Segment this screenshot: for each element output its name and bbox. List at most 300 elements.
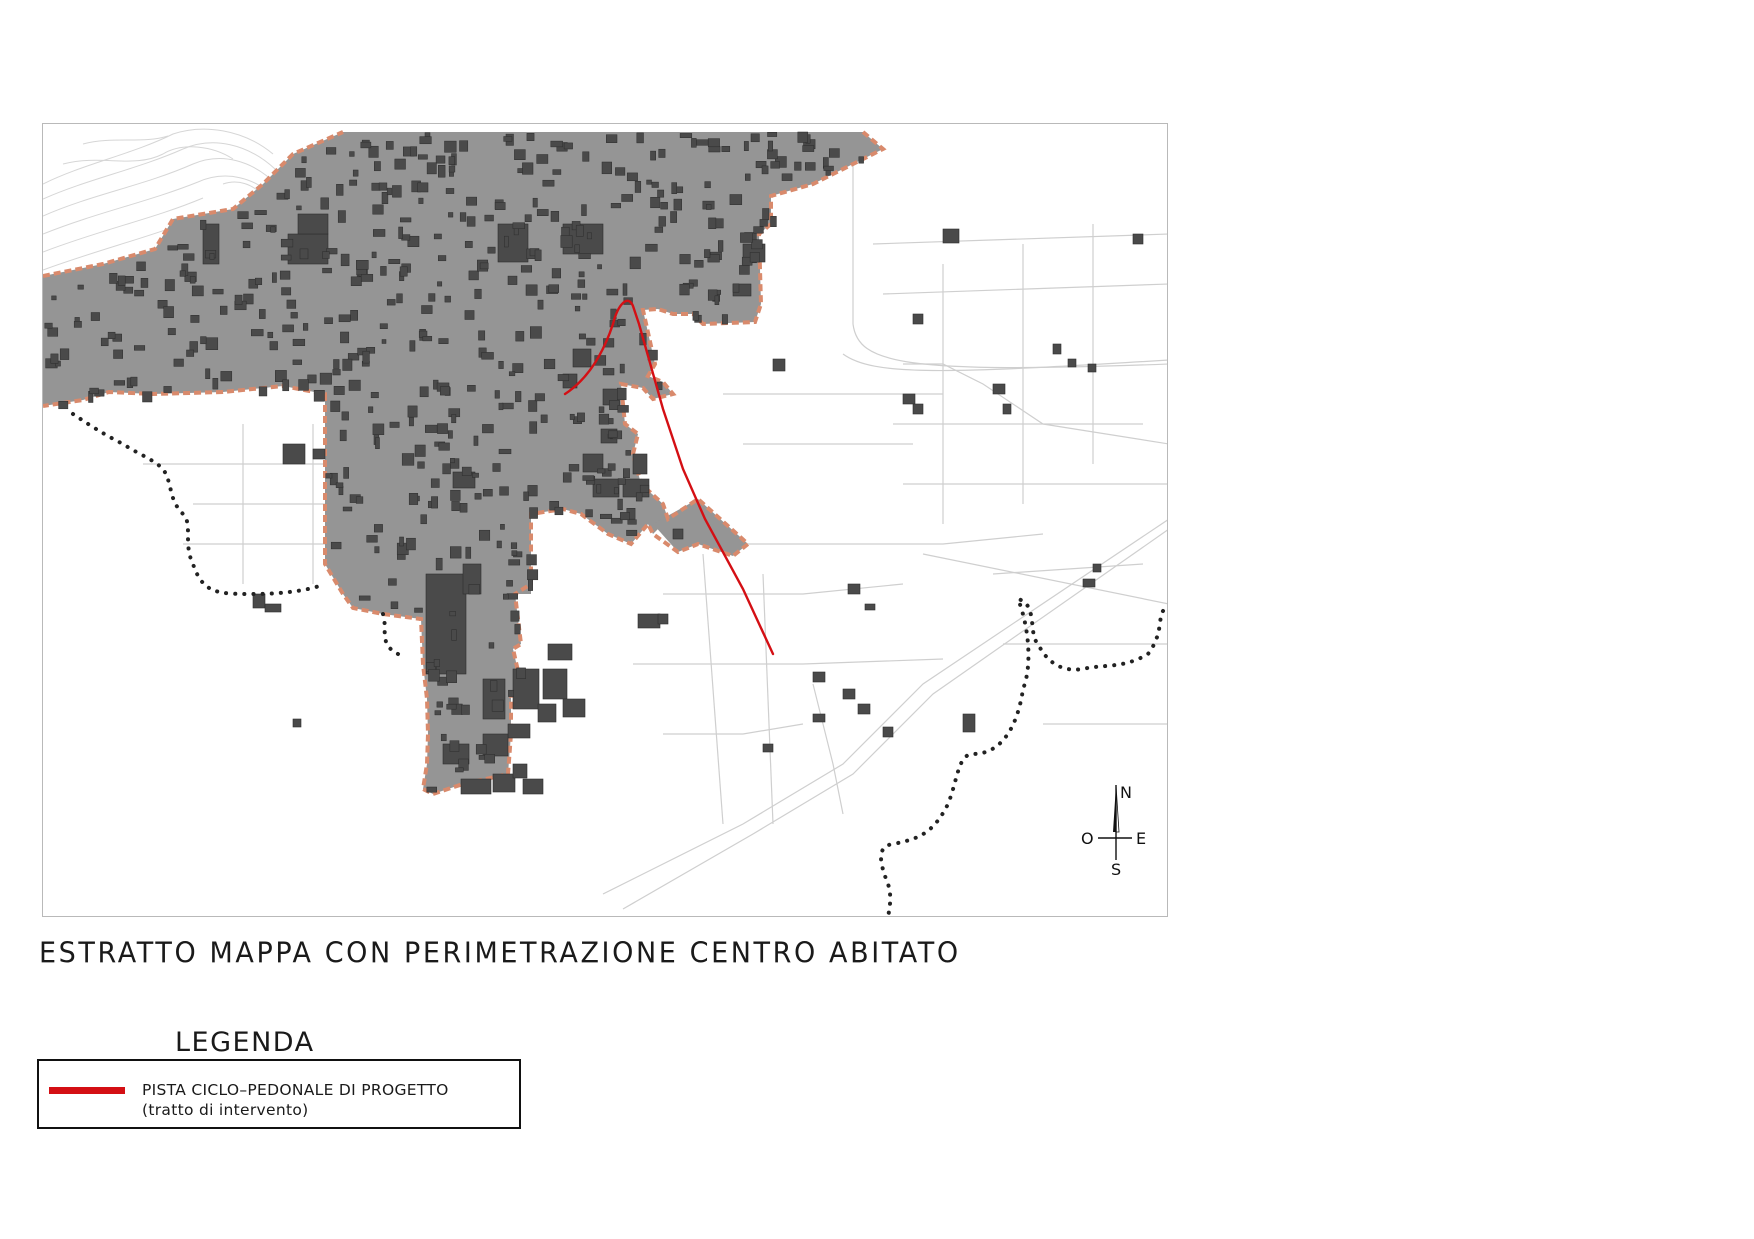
building-footprint [745,174,750,181]
building-footprint [409,417,413,426]
building-footprint [652,182,659,187]
compass-east: E [1136,829,1147,848]
building-footprint [691,138,696,147]
building-footprint [467,217,475,227]
building-footprint [419,198,423,204]
building-footprint [672,183,677,194]
building-footprint [528,580,532,591]
building-footprint [255,210,267,214]
building-footprint [709,218,716,229]
building-footprint [504,236,508,247]
building-footprint [640,485,649,493]
building-footprint [353,170,358,176]
building-footprint [302,157,307,163]
building-footprint [287,300,296,308]
building-footprint [325,318,333,324]
building-footprint [509,372,515,376]
building-footprint [372,252,376,258]
building-footprint [340,430,346,441]
building-footprint [438,256,446,261]
building-footprint [516,331,524,341]
building-footprint [397,294,403,303]
building-footprint [389,259,400,263]
building-footprint [570,414,574,419]
building-footprint [636,493,642,501]
building-footprint [406,538,415,550]
building-footprint [722,315,727,325]
building-footprint [608,464,615,471]
building-footprint [492,700,503,711]
building-footprint [651,197,660,208]
building-footprint [628,520,637,525]
building-footprint [303,323,308,330]
building-footprint [586,510,593,517]
building-footprint [415,445,425,457]
building-footprint [528,485,538,496]
building-footprint [418,462,425,469]
building-footprint [587,338,596,345]
building-footprint [408,406,417,417]
building-footprint [437,702,443,707]
building-footprint [343,359,352,370]
building-footprint [411,147,417,156]
building-footprint [704,250,710,258]
building-footprint [587,233,591,239]
building-footprint [374,524,382,532]
building-footprint [446,671,456,683]
building-footprint [718,241,723,252]
building-footprint [489,643,494,649]
building-footprint [500,487,509,496]
building-footprint [635,181,641,192]
building-footprint [599,414,609,424]
building-footprint [460,503,467,512]
building-footprint [472,473,478,477]
legend-title: LEGENDA [175,1027,315,1058]
building-footprint [674,199,682,210]
building-footprint [400,537,404,546]
building-footprint [499,449,511,454]
building-footprint [530,508,538,519]
building-footprint [421,515,427,524]
building-footprint [356,260,368,269]
building-footprint [441,734,446,741]
building-footprint [356,497,363,504]
building-footprint [427,787,437,792]
building-footprint [90,388,99,394]
building-footprint [630,257,641,269]
building-footprint [651,151,656,160]
building-footprint [213,378,218,389]
building-footprint [696,140,708,146]
building-footprint [558,374,569,380]
building-footprint [336,483,343,488]
building-footprint [466,547,471,558]
legend-route-swatch [49,1087,125,1094]
building-footprint [451,490,461,500]
building-footprint [646,244,658,251]
building-footprint [760,219,768,226]
building-footprint [511,543,517,549]
building-footprint [52,296,57,300]
building-footprint [620,512,629,519]
building-footprint [387,188,391,195]
building-footprint [508,276,517,285]
building-footprint [293,360,302,365]
building-footprint [259,387,267,396]
building-footprint [795,162,802,170]
building-footprint [168,246,178,250]
building-footprint [680,254,691,264]
building-footprint [474,436,478,446]
building-footprint [438,165,445,177]
building-footprint [583,294,588,300]
building-footprint [552,269,561,279]
building-footprint [465,241,472,247]
building-footprint [530,422,537,434]
building-footprint [308,375,317,383]
building-footprint [517,668,526,679]
building-footprint [708,139,719,147]
building-footprint [431,479,439,488]
building-footprint [420,387,428,397]
building-footprint [488,247,495,253]
building-footprint [448,213,453,218]
building-footprint [101,338,108,346]
building-footprint [623,469,629,478]
building-footprint [371,392,378,398]
building-footprint [342,412,349,420]
building-footprint [544,359,555,369]
building-footprint [537,209,548,215]
building-footprint [513,364,523,373]
building-footprint [322,252,329,259]
building-footprint [449,698,459,704]
building-footprint [334,360,340,369]
building-footprint [374,162,380,171]
building-footprint [373,424,384,435]
building-footprint [460,213,466,222]
building-footprint [469,271,479,280]
building-footprint [164,386,172,392]
building-footprint [618,479,625,485]
building-footprint [455,768,463,772]
building-footprint [437,424,447,434]
building-footprint [431,497,437,509]
building-footprint [363,351,370,363]
building-footprint [762,166,768,174]
building-footprint [562,227,570,236]
building-footprint [341,254,349,266]
building-footprint [388,579,396,586]
building-footprint [367,535,378,542]
building-footprint [187,350,194,357]
building-footprint [213,289,223,294]
building-footprint [752,240,763,249]
building-footprint [529,401,537,412]
building-footprint [445,141,457,152]
building-footprint [192,286,203,296]
building-footprint [607,289,618,295]
building-footprint [373,205,384,214]
building-footprint [627,530,637,535]
building-footprint [493,464,501,472]
building-footprint [368,407,373,413]
building-footprint [349,380,360,390]
building-footprint [382,340,386,344]
building-footprint [220,306,227,314]
building-footprint [143,392,153,402]
building-footprint [467,385,475,391]
building-footprint [798,132,808,143]
building-footprint [285,190,290,199]
building-footprint [350,180,357,185]
building-footprint [415,608,423,612]
building-footprint [452,501,460,510]
building-footprint [399,227,403,239]
building-footprint [465,311,474,320]
building-footprint [168,328,175,334]
building-footprint [437,282,441,286]
building-footprint [527,570,537,580]
building-footprint [577,413,584,422]
building-footprint [280,271,290,279]
building-footprint [824,166,834,171]
building-footprint [555,507,563,515]
building-footprint [361,274,373,281]
building-footprint [768,132,777,136]
building-footprint [709,147,720,153]
building-footprint [48,328,58,337]
building-footprint [750,252,759,262]
building-footprint [59,401,68,409]
building-footprint [271,227,276,233]
building-footprint [575,245,580,253]
building-footprint [479,331,485,340]
building-footprint [563,473,571,483]
building-footprint [551,211,559,221]
building-footprint [420,137,432,144]
building-footprint [45,323,53,328]
building-footprint [402,454,414,466]
building-footprint [448,431,452,439]
building-footprint [597,469,605,473]
building-footprint [164,307,174,318]
map-frame [42,123,1168,917]
building-footprint [490,681,497,692]
building-footprint [502,403,513,409]
building-footprint [583,152,589,162]
building-footprint [583,476,594,481]
building-footprint [200,220,206,229]
building-footprint [429,670,440,682]
building-footprint [299,380,309,391]
building-footprint [622,194,633,201]
building-footprint [297,206,302,210]
building-footprint [449,166,455,172]
building-footprint [74,321,81,327]
building-footprint [410,341,415,352]
building-footprint [514,150,525,160]
building-footprint [495,202,505,209]
building-footprint [272,273,276,283]
building-footprint [314,390,324,401]
building-footprint [375,438,379,449]
compass-north: N [1120,783,1132,802]
building-footprint [715,296,719,305]
building-footprint [543,180,554,186]
building-footprint [541,415,547,423]
building-footprint [561,236,572,248]
building-footprint [476,744,486,754]
building-footprint [482,424,493,433]
building-footprint [603,368,614,375]
building-footprint [485,215,494,221]
building-footprint [206,338,218,350]
building-footprint [409,493,418,504]
building-footprint [445,296,451,302]
building-footprint [733,284,739,292]
building-footprint [600,514,612,519]
building-footprint [739,265,749,274]
building-footprint [238,212,249,219]
building-footprint [803,146,814,152]
building-footprint [336,184,343,195]
building-footprint [321,198,329,209]
building-footprint [373,229,385,236]
building-footprint [521,266,532,273]
building-footprint [323,268,332,273]
building-footprint [379,183,387,190]
building-footprint [418,183,428,192]
building-footprint [391,602,398,609]
building-footprint [439,443,450,450]
building-footprint [466,197,476,205]
building-footprint [281,239,293,247]
building-footprint [537,155,548,164]
building-footprint [137,262,146,271]
legend-box [37,1059,521,1129]
building-footprint [578,280,585,288]
building-footprint [293,339,305,346]
building-footprint [485,754,495,763]
building-footprint [661,202,668,209]
building-footprint [110,273,118,283]
compass-south: S [1111,860,1122,879]
building-footprint [500,524,504,529]
building-footprint [174,359,184,366]
building-footprint [722,146,730,151]
building-footprint [235,295,242,304]
building-footprint [606,135,617,143]
building-footprint [191,315,199,322]
building-footprint [637,133,644,143]
building-footprint [392,186,401,198]
building-footprint [618,499,623,510]
building-footprint [530,327,541,339]
building-footprint [390,422,399,427]
building-footprint [771,162,780,169]
building-footprint [597,485,601,494]
building-footprint [564,143,573,149]
building-footprint [333,369,341,375]
building-footprint [334,386,344,394]
building-footprint [291,312,298,318]
building-footprint [763,209,770,220]
map-title: ESTRATTO MAPPA CON PERIMETRAZIONE CENTRO ABITATO [39,937,961,970]
building-footprint [579,254,591,259]
building-footprint [680,133,692,137]
building-footprint [508,690,513,696]
building-footprint [60,349,69,360]
building-footprint [380,324,387,329]
building-footprint [114,350,123,359]
building-footprint [571,294,580,300]
building-footprint [351,310,358,320]
building-footprint [251,329,263,336]
building-footprint [326,474,332,479]
building-footprint [618,319,626,326]
building-footprint [447,704,457,709]
building-footprint [716,219,724,228]
building-footprint [499,403,503,410]
compass-rose [1081,783,1146,879]
building-footprint [475,493,481,499]
building-footprint [242,223,253,229]
building-footprint [350,152,355,157]
building-footprint [359,596,370,600]
building-footprint [576,225,583,236]
building-footprint [535,394,545,401]
building-footprint [829,149,839,158]
building-footprint [503,594,508,599]
building-footprint [480,263,488,269]
building-footprint [525,215,531,222]
building-footprint [351,277,361,286]
building-footprint [210,253,214,259]
building-footprint [435,711,441,715]
building-footprint [427,163,436,174]
building-footprint [461,705,469,715]
building-footprint [331,542,341,549]
building-footprint [620,364,624,373]
building-footprint [400,218,411,222]
map-canvas [43,124,1168,917]
building-footprint [611,203,621,208]
building-footprint [51,354,58,364]
building-footprint [300,249,308,259]
building-footprint [180,271,186,277]
building-footprint [339,315,350,322]
building-footprint [499,361,504,368]
building-footprint [553,170,561,175]
building-footprint [515,624,521,634]
building-footprint [452,630,457,641]
building-footprint [255,278,261,285]
building-footprint [495,391,500,399]
building-footprint [439,339,449,344]
building-footprint [183,254,194,261]
building-footprint [497,541,502,548]
building-footprint [598,265,602,269]
building-footprint [623,284,627,296]
building-footprint [680,284,690,295]
building-footprint [118,276,125,285]
building-footprint [551,141,563,147]
building-footprint [91,313,100,321]
building-footprint [617,388,626,400]
building-footprint [440,387,449,396]
